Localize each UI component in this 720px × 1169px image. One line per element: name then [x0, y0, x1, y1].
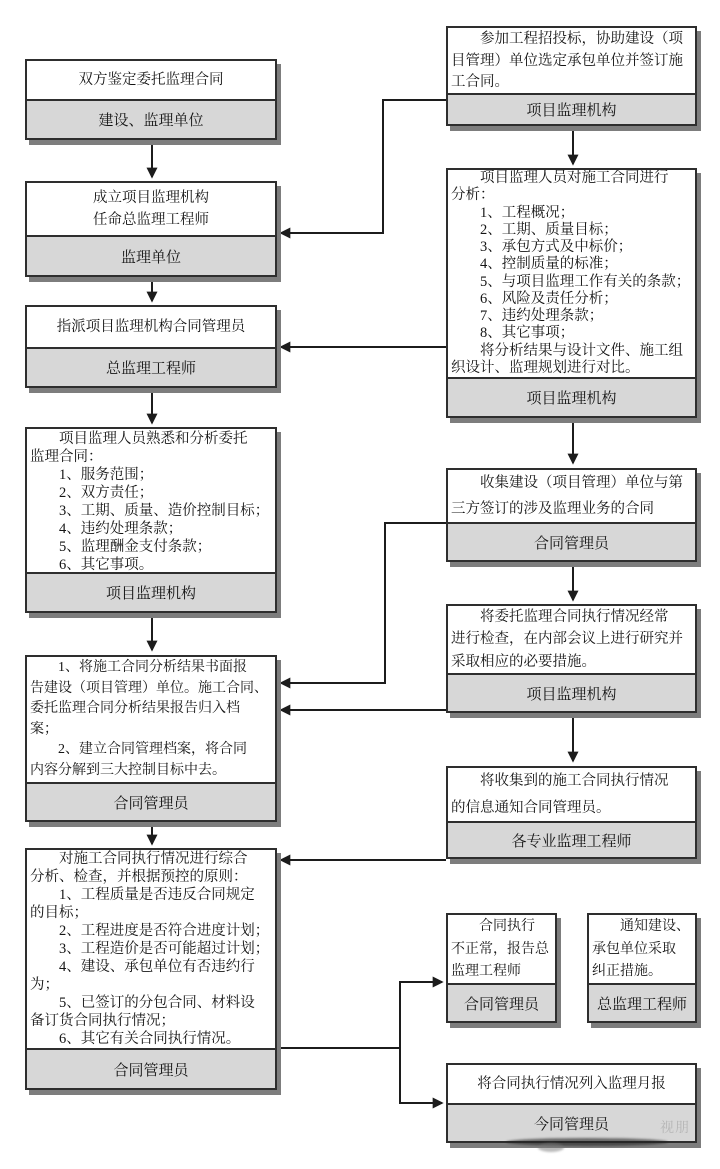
text-line: 项目监理人员对施工合同进行: [451, 170, 669, 186]
node-sign-supervision-contract: [25, 59, 277, 140]
scan-smudge-artifact: [506, 1138, 668, 1146]
text-line: 分析、检查，并根据预控的原则：: [30, 869, 248, 885]
text-line: 纠正措施。: [592, 964, 662, 979]
scan-smudge-artifact: [538, 1143, 564, 1152]
node-role-label: 合同管理员: [27, 1048, 275, 1088]
text-line: 1、服务范围；: [30, 467, 154, 483]
text-line: 的信息通知合同管理员。: [451, 799, 611, 816]
node-role-label: 合同管理员: [448, 522, 695, 560]
text-line: 将合同执行情况列入监理月报: [477, 1076, 666, 1092]
text-line: 3、工期、质量、造价控制目标；: [30, 503, 270, 519]
text-line: 合同执行: [451, 919, 535, 934]
node-role-label: 项目监理机构: [448, 673, 695, 711]
text-line: 双方鉴定委托监理合同: [78, 72, 224, 88]
node-role-label: 总监理工程师: [589, 983, 695, 1021]
text-line: 将分析结果与设计文件、施工组: [451, 342, 683, 359]
text-line: 7、违约处理条款；: [451, 308, 604, 324]
node-assign-contract-admin: [25, 305, 277, 388]
node-report-analysis-results: [25, 655, 277, 822]
node-analyze-construction-contract: [446, 168, 697, 418]
node-regular-inspection: [446, 604, 697, 713]
text-line: 将委托监理合同执行情况经常: [451, 609, 669, 625]
node-body: [27, 307, 275, 347]
text-line: 3、工程造价是否可能超过计划；: [30, 941, 270, 957]
text-line: 委托监理合同分析结果报告归入档: [30, 701, 240, 716]
node-role-label: 合同管理员: [27, 782, 275, 820]
node-body: [448, 1065, 695, 1103]
node-establish-supervision-org: [25, 181, 277, 277]
text-line: 参加工程招投标，协助建设（项: [451, 31, 683, 47]
node-role-label: 项目监理机构: [448, 93, 695, 124]
text-line: 收集建设（项目管理）单位与第: [451, 475, 683, 491]
text-line: 6、其它有关合同执行情况。: [30, 1031, 241, 1047]
node-role-label: 项目监理机构: [448, 377, 695, 416]
text-line: 8、其它事项；: [451, 325, 575, 342]
node-body: [448, 768, 695, 821]
node-notify-contract-admin: [446, 766, 697, 859]
text-line: 工合同。: [451, 74, 509, 90]
node-body: [448, 915, 555, 983]
text-line: 目管理）单位选定承包单位并签订施: [451, 52, 683, 69]
node-body: [27, 657, 275, 782]
text-line: 指派项目监理机构合同管理员: [56, 319, 246, 335]
text-line: 2、工期、质量目标；: [451, 221, 618, 238]
node-role-label: 建设、监理单位: [27, 99, 275, 138]
text-line: 进行检查，在内部会议上进行研究并: [451, 631, 683, 648]
text-line: 为；: [30, 977, 59, 993]
text-line: 5、已签订的分包合同、材料设: [30, 995, 255, 1011]
text-line: 4、控制质量的标准；: [451, 256, 618, 273]
text-line: 2、双方责任；: [30, 485, 154, 501]
node-body: [27, 429, 275, 572]
node-body: [448, 470, 695, 522]
node-body: [448, 606, 695, 673]
text-line: 采取相应的必要措施。: [451, 653, 596, 670]
node-role-label: 各专业监理工程师: [448, 821, 695, 857]
text-line: 备订货合同执行情况；: [30, 1013, 175, 1029]
text-line: 监理合同：: [30, 449, 103, 465]
text-line: 不正常，报告总: [451, 941, 549, 957]
node-body: [448, 28, 695, 93]
text-line: 案；: [30, 721, 58, 737]
text-line: 成立项目监理机构: [93, 190, 209, 206]
text-line: 任命总监理工程师: [93, 212, 209, 228]
node-role-label: 项目监理机构: [27, 572, 275, 611]
node-role-label: 总监理工程师: [27, 347, 275, 386]
node-body: [27, 183, 275, 235]
text-line: 内容分解到三大控制目标中去。: [30, 762, 226, 778]
node-abnormal-report: [446, 913, 557, 1023]
node-role-label: 监理单位: [27, 235, 275, 275]
text-line: 监理工程师: [451, 964, 521, 979]
text-line: 将收集到的施工合同执行情况: [451, 773, 669, 789]
node-role-label: 今同管理员: [448, 1103, 695, 1141]
text-line: 对施工合同执行情况进行综合: [30, 851, 248, 867]
text-line: 2、工程进度是否符合进度计划；: [30, 923, 270, 939]
text-line: 1、工程概况；: [451, 204, 575, 221]
watermark-text: 视朋: [660, 1121, 690, 1136]
text-line: 1、将施工合同分析结果书面报: [30, 660, 247, 675]
text-line: 1、工程质量是否违反合同规定: [30, 887, 255, 903]
text-line: 5、与项目监理工作有关的条款；: [451, 273, 691, 290]
text-line: 5、监理酬金支付条款；: [30, 539, 212, 555]
text-line: 织设计、监理规划进行对比。: [451, 359, 640, 376]
text-line: 承包单位采取: [592, 941, 676, 957]
text-line: 分析：: [451, 187, 495, 204]
text-line: 4、违约处理条款；: [30, 521, 183, 537]
text-line: 通知建设、: [592, 919, 690, 934]
text-line: 三方签订的涉及监理业务的合同: [451, 501, 654, 517]
node-body: [27, 61, 275, 99]
node-role-label: 合同管理员: [448, 983, 555, 1021]
node-body: [589, 915, 695, 983]
text-line: 6、其它事项。: [30, 557, 154, 572]
text-line: 2、建立合同管理档案，将合同: [30, 742, 247, 757]
node-comprehensive-check: [25, 848, 277, 1090]
text-line: 项目监理人员熟悉和分析委托: [30, 431, 248, 447]
text-line: 4、建设、承包单位有否违约行: [30, 959, 255, 975]
text-line: 6、风险及责任分析；: [451, 290, 618, 307]
node-body: [448, 170, 695, 377]
text-line: 告建设（项目管理）单位。施工合同、: [30, 680, 268, 696]
node-notify-correction: [587, 913, 697, 1023]
text-line: 的目标；: [30, 905, 88, 921]
node-collect-third-party-contracts: [446, 468, 697, 562]
node-body: [27, 850, 275, 1048]
node-analyze-entrust-contract: [25, 427, 277, 613]
text-line: 3、承包方式及中标价；: [451, 239, 633, 255]
node-bidding-assist: [446, 26, 697, 126]
